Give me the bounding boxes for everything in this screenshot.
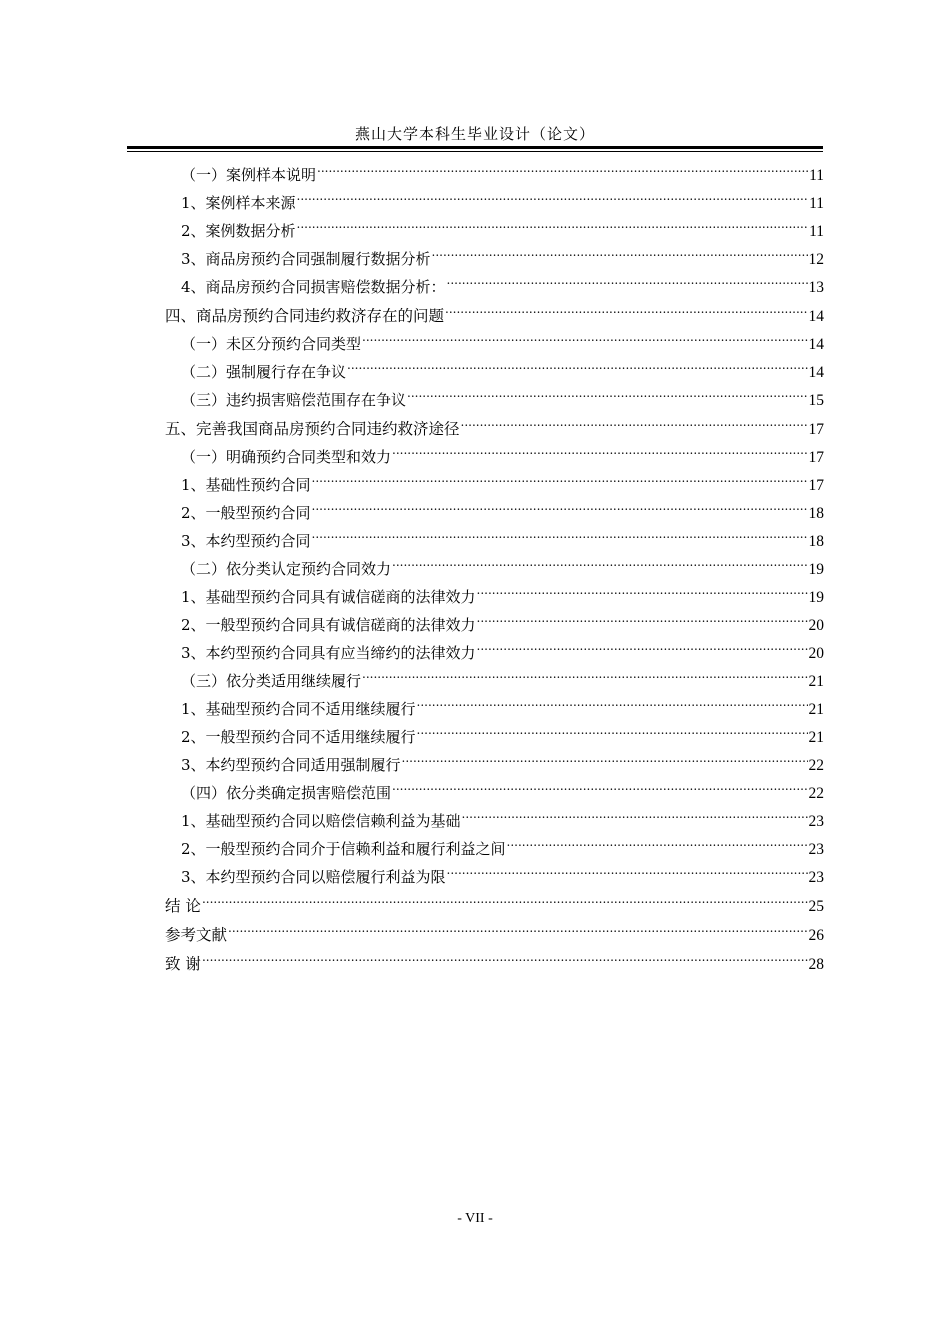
toc-entry-title: （二）依分类认定预约合同效力 [181, 560, 392, 578]
toc-dot-leader [297, 180, 809, 208]
toc-entry-title: 3、本约型预约合同 [181, 532, 311, 550]
toc-dot-leader [312, 462, 808, 490]
toc-entry-page: 22 [808, 757, 824, 774]
toc-entry-page: 11 [809, 167, 824, 184]
toc-entry-page: 21 [808, 673, 824, 690]
toc-entry-title: 3、本约型预约合同以赔偿履行利益为限 [181, 868, 446, 886]
toc-dot-leader [362, 321, 807, 349]
toc-entry-title: 五、完善我国商品房预约合同违约救济途径 [165, 420, 460, 438]
toc-entry-page: 18 [808, 505, 824, 522]
toc-entry-title: （三）违约损害赔偿范围存在争议 [181, 391, 407, 409]
toc-entry-page: 20 [808, 617, 824, 634]
toc-entry-title: 结 论 [165, 897, 201, 915]
toc-entry-title: 参考文献 [165, 926, 228, 944]
toc-entry-title: 4、商品房预约合同损害赔偿数据分析： [181, 278, 446, 296]
toc-entry-title: （一）未区分预约合同类型 [181, 335, 362, 353]
toc-entry-page: 18 [808, 533, 824, 550]
toc-entry-page: 14 [808, 364, 824, 381]
toc-dot-leader [228, 911, 807, 940]
toc-dot-leader [447, 854, 808, 882]
toc-dot-leader [312, 490, 808, 518]
toc-dot-leader [461, 405, 808, 434]
toc-entry-page: 14 [808, 308, 824, 325]
toc-entry-page: 21 [808, 701, 824, 718]
toc-entry-title: 1、基础性预约合同 [181, 476, 311, 494]
toc-entry-title: （四）依分类确定损害赔偿范围 [181, 784, 392, 802]
toc-dot-leader [362, 658, 807, 686]
toc-dot-leader [402, 742, 808, 770]
toc-entry-page: 25 [808, 898, 824, 915]
toc-entry[interactable] [165, 911, 824, 944]
toc-entry-page: 19 [808, 589, 824, 606]
toc-entry[interactable] [165, 882, 824, 915]
page-number: - VII - [457, 1211, 493, 1226]
table-of-contents [165, 152, 824, 973]
toc-entry-title: 1、基础型预约合同以赔偿信赖利益为基础 [181, 812, 461, 830]
toc-entry-page: 22 [808, 785, 824, 802]
toc-dot-leader [407, 377, 807, 405]
toc-entry-page: 17 [808, 477, 824, 494]
toc-entry-title: 2、一般型预约合同具有诚信磋商的法律效力 [181, 616, 476, 634]
toc-dot-leader [477, 574, 808, 602]
toc-entry[interactable] [165, 152, 824, 184]
toc-entry-title: （二）强制履行存在争议 [181, 363, 347, 381]
toc-entry-title: 2、一般型预约合同介于信赖利益和履行利益之间 [181, 840, 506, 858]
toc-entry-page: 26 [808, 927, 824, 944]
toc-entry-page: 14 [808, 336, 824, 353]
toc-entry-title: 2、一般型预约合同不适用继续履行 [181, 728, 416, 746]
toc-entry-title: 1、案例样本来源 [181, 194, 296, 212]
toc-dot-leader [202, 940, 808, 969]
toc-dot-leader [392, 770, 807, 798]
toc-entry-page: 23 [808, 841, 824, 858]
toc-entry-page: 19 [808, 561, 824, 578]
toc-dot-leader [462, 798, 808, 826]
toc-entry-page: 28 [808, 956, 824, 973]
toc-dot-leader [317, 152, 808, 180]
toc-entry-title: 致 谢 [165, 955, 201, 973]
toc-entry-page: 23 [808, 869, 824, 886]
toc-dot-leader [297, 208, 809, 236]
header-rule-thick [127, 146, 823, 149]
toc-entry-page: 12 [808, 251, 824, 268]
toc-dot-leader [392, 434, 807, 462]
toc-entry-page: 17 [808, 449, 824, 466]
toc-dot-leader [347, 349, 807, 377]
toc-entry-title: 2、案例数据分析 [181, 222, 296, 240]
toc-entry-title: 3、商品房预约合同强制履行数据分析 [181, 250, 431, 268]
toc-dot-leader [507, 826, 808, 854]
toc-entry-page: 23 [808, 813, 824, 830]
toc-entry-title: 3、本约型预约合同适用强制履行 [181, 756, 401, 774]
toc-entry-title: （三）依分类适用继续履行 [181, 672, 362, 690]
toc-entry-page: 15 [808, 392, 824, 409]
toc-entry-page: 17 [808, 421, 824, 438]
toc-dot-leader [392, 546, 807, 574]
toc-entry-title: 2、一般型预约合同 [181, 504, 311, 522]
toc-dot-leader [477, 602, 808, 630]
toc-entry-title: （一）案例样本说明 [181, 166, 317, 184]
toc-entry-page: 11 [809, 223, 824, 240]
toc-dot-leader [445, 292, 807, 321]
toc-dot-leader [417, 686, 808, 714]
toc-dot-leader [447, 264, 808, 292]
toc-entry-title: （一）明确预约合同类型和效力 [181, 448, 392, 466]
toc-entry-page: 21 [808, 729, 824, 746]
toc-entry-title: 1、基础型预约合同不适用继续履行 [181, 700, 416, 718]
toc-dot-leader [432, 236, 808, 264]
toc-entry-page: 11 [809, 195, 824, 212]
toc-entry-title: 1、基础型预约合同具有诚信磋商的法律效力 [181, 588, 476, 606]
toc-dot-leader [477, 630, 808, 658]
header-title: 燕山大学本科生毕业设计（论文） [354, 125, 595, 143]
toc-entry-page: 13 [808, 279, 824, 296]
toc-dot-leader [417, 714, 808, 742]
toc-entry-page: 20 [808, 645, 824, 662]
toc-dot-leader [202, 882, 808, 911]
toc-entry-title: 3、本约型预约合同具有应当缔约的法律效力 [181, 644, 476, 662]
toc-entry-title: 四、商品房预约合同违约救济存在的问题 [165, 307, 445, 325]
toc-dot-leader [312, 518, 808, 546]
toc-entry[interactable] [165, 940, 824, 973]
